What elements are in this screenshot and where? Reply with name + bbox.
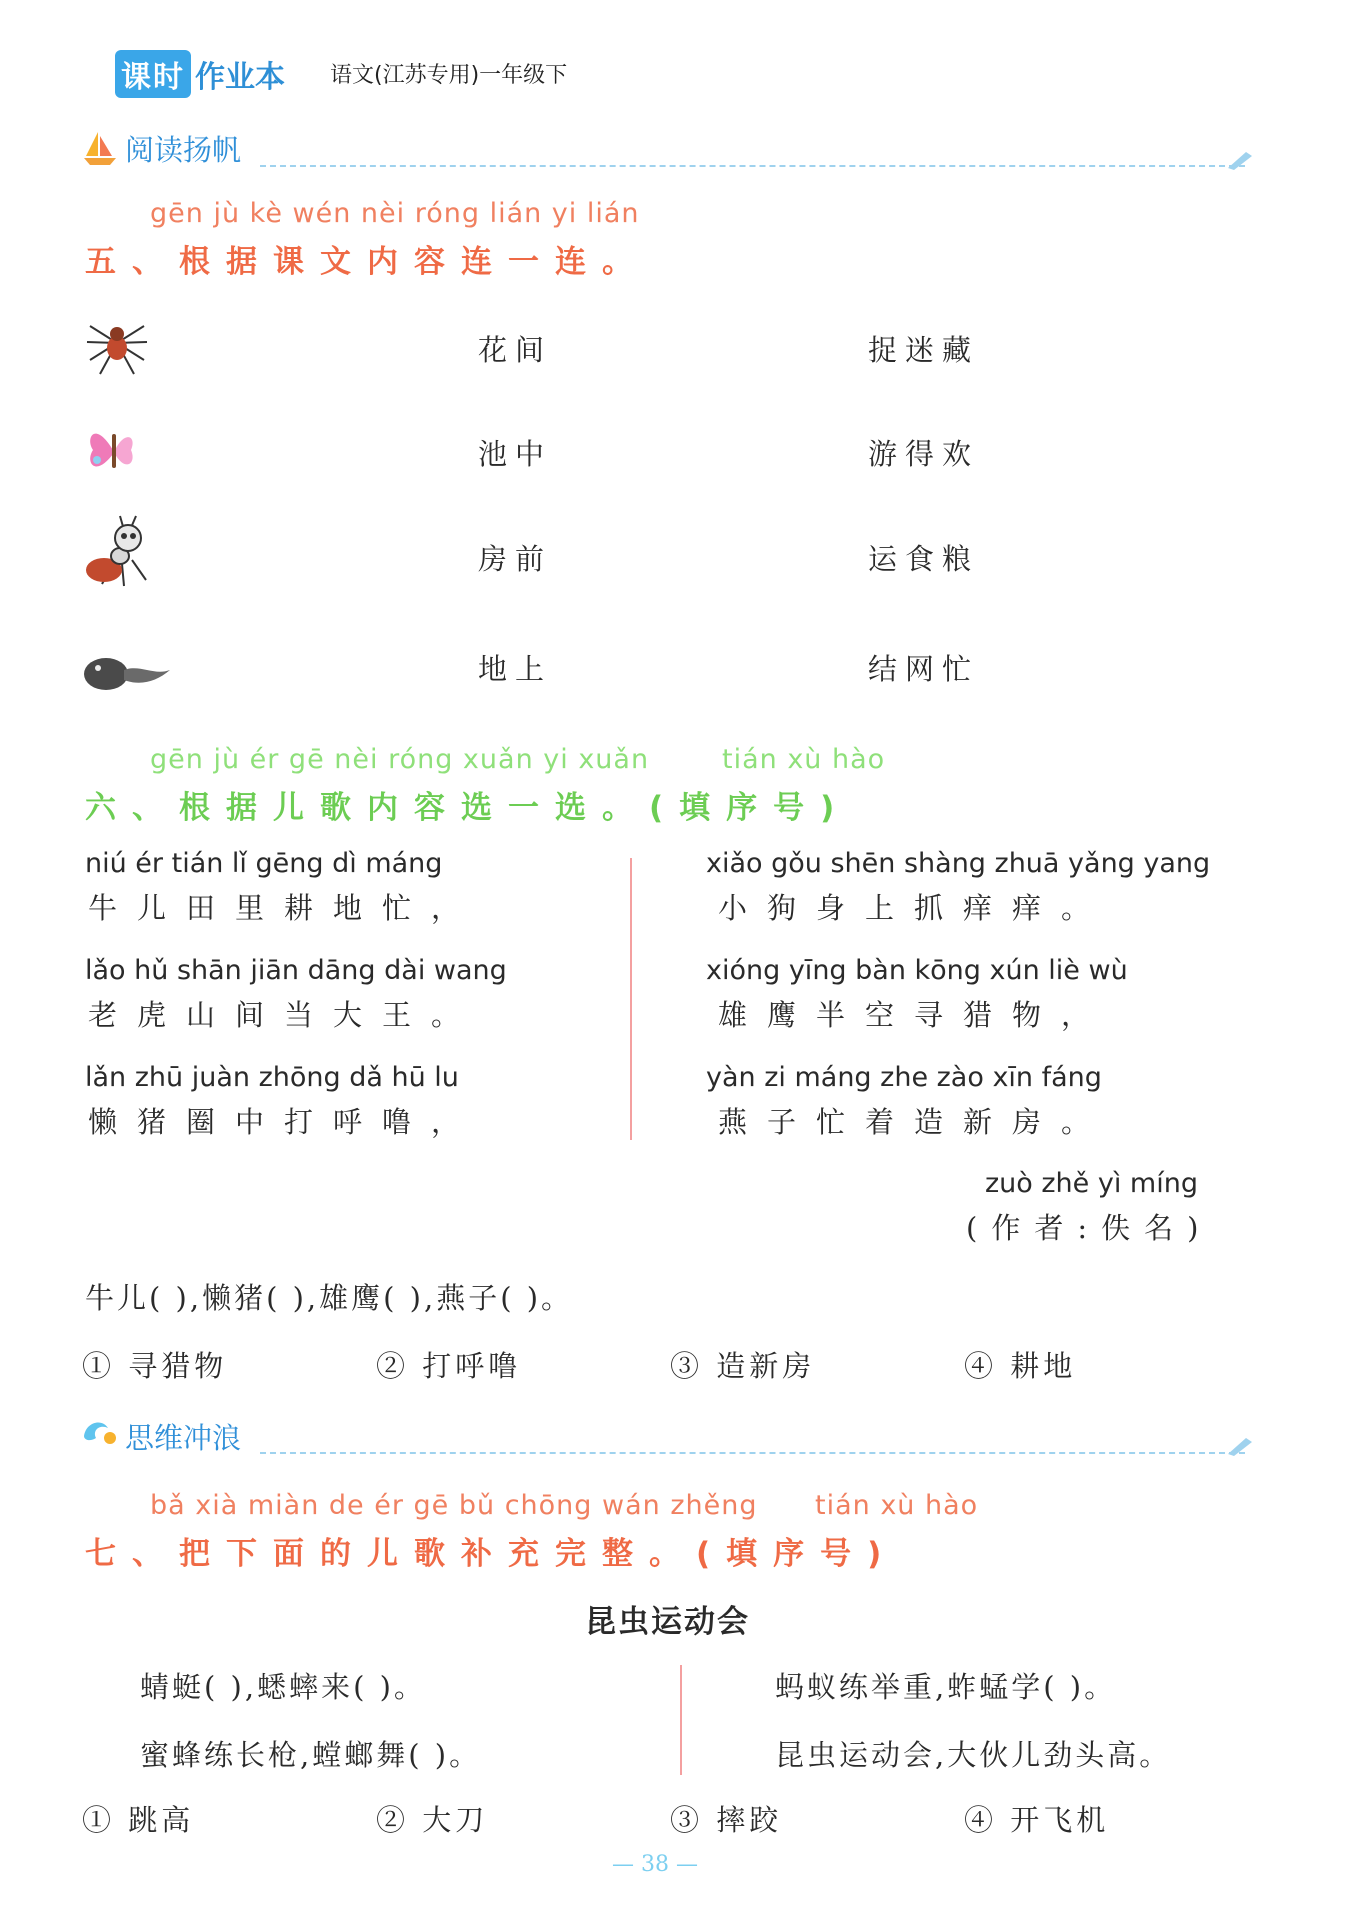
place-label: 花间 xyxy=(478,333,553,367)
tadpole-icon xyxy=(80,650,170,696)
poem-title: 昆虫运动会 xyxy=(585,1604,750,1640)
poem-fill-line: 昆虫运动会,大伙儿劲头高。 xyxy=(775,1738,1172,1772)
brand-logo xyxy=(115,50,305,94)
place-label: 地上 xyxy=(478,652,553,686)
option-item: ④ 耕地 xyxy=(964,1349,1077,1383)
q6-fill-line: 牛儿( ),懒猪( ),雄鹰( ),燕子( )。 xyxy=(85,1281,574,1315)
q7-title: 七、把下面的儿歌补充完整。(填序号) xyxy=(85,1536,898,1572)
poem-pinyin: xiǎo gǒu shēn shàng zhuā yǎng yang xyxy=(706,848,1211,879)
poem-pinyin: lǎn zhū juàn zhōng dǎ hū lu xyxy=(85,1062,459,1093)
poem-divider xyxy=(680,1665,682,1775)
action-label: 结网忙 xyxy=(868,652,980,686)
section-title-reading: 阅读扬帆 xyxy=(125,133,242,167)
poem-pinyin: niú ér tián lǐ gēng dì máng xyxy=(85,848,443,879)
poem-line: 小狗身上抓痒痒。 xyxy=(718,891,1111,925)
section-divider xyxy=(260,165,1245,167)
poem-fill-line: 蜻蜓( ),蟋蟀来( )。 xyxy=(140,1670,426,1704)
q7-pinyin-right: tián xù hào xyxy=(815,1490,979,1521)
poem-fill-line: 蚂蚁练举重,蚱蜢学( )。 xyxy=(775,1670,1117,1704)
q5-pinyin: gēn jù kè wén nèi róng lián yi lián xyxy=(150,198,640,229)
action-label: 游得欢 xyxy=(868,437,980,471)
option-item: ④ 开飞机 xyxy=(964,1803,1110,1837)
section-title-thinking: 思维冲浪 xyxy=(125,1421,242,1455)
section-divider xyxy=(260,1452,1245,1454)
poem-divider xyxy=(630,858,632,1140)
option-item: ① 寻猎物 xyxy=(82,1349,228,1383)
option-item: ② 打呼噜 xyxy=(376,1349,522,1383)
poem-line: 老虎山间当大王。 xyxy=(88,998,481,1032)
page-number: — 38 — xyxy=(612,1852,698,1877)
option-item: ③ 造新房 xyxy=(670,1349,816,1383)
brand-box: 课时 xyxy=(115,50,191,98)
q6-title: 六、根据儿歌内容选一选。(填序号) xyxy=(85,790,851,826)
place-label: 池中 xyxy=(478,437,553,471)
poem-line: 燕子忙着造新房。 xyxy=(718,1105,1111,1139)
author-line: (作者:佚名) xyxy=(966,1211,1213,1245)
author-pinyin: zuò zhě yì míng xyxy=(985,1168,1198,1199)
pencil-icon xyxy=(1226,1434,1256,1456)
poem-line: 牛儿田里耕地忙， xyxy=(88,891,481,925)
option-item: ② 大刀 xyxy=(376,1803,489,1837)
ant-icon xyxy=(80,510,162,592)
action-label: 运食粮 xyxy=(868,542,980,576)
brand-text: 作业本 xyxy=(195,60,285,95)
poem-pinyin: xióng yīng bàn kōng xún liè wù xyxy=(706,955,1128,986)
poem-fill-line: 蜜蜂练长枪,螳螂舞( )。 xyxy=(140,1738,482,1772)
butterfly-icon xyxy=(85,420,145,482)
q7-pinyin: bǎ xià miàn de ér gē bǔ chōng wán zhěng xyxy=(150,1490,758,1521)
q6-pinyin-right: tián xù hào xyxy=(722,744,886,775)
spider-icon xyxy=(82,308,152,378)
wave-icon xyxy=(80,1416,120,1452)
option-item: ① 跳高 xyxy=(82,1803,195,1837)
q6-pinyin: gēn jù ér gē nèi róng xuǎn yi xuǎn xyxy=(150,744,650,775)
q5-title: 五、根据课文内容连一连。 xyxy=(85,244,649,280)
poem-line: 雄鹰半空寻猎物， xyxy=(718,998,1111,1032)
pencil-icon xyxy=(1226,148,1256,170)
poem-pinyin: yàn zi máng zhe zào xīn fáng xyxy=(706,1062,1102,1093)
sailboat-icon xyxy=(82,128,118,168)
poem-pinyin: lǎo hǔ shān jiān dāng dài wang xyxy=(85,955,507,986)
poem-line: 懒猪圈中打呼噜， xyxy=(88,1105,481,1139)
place-label: 房前 xyxy=(478,542,553,576)
book-subtitle: 语文(江苏专用)一年级下 xyxy=(330,63,568,88)
action-label: 捉迷藏 xyxy=(868,333,980,367)
option-item: ③ 摔跤 xyxy=(670,1803,783,1837)
